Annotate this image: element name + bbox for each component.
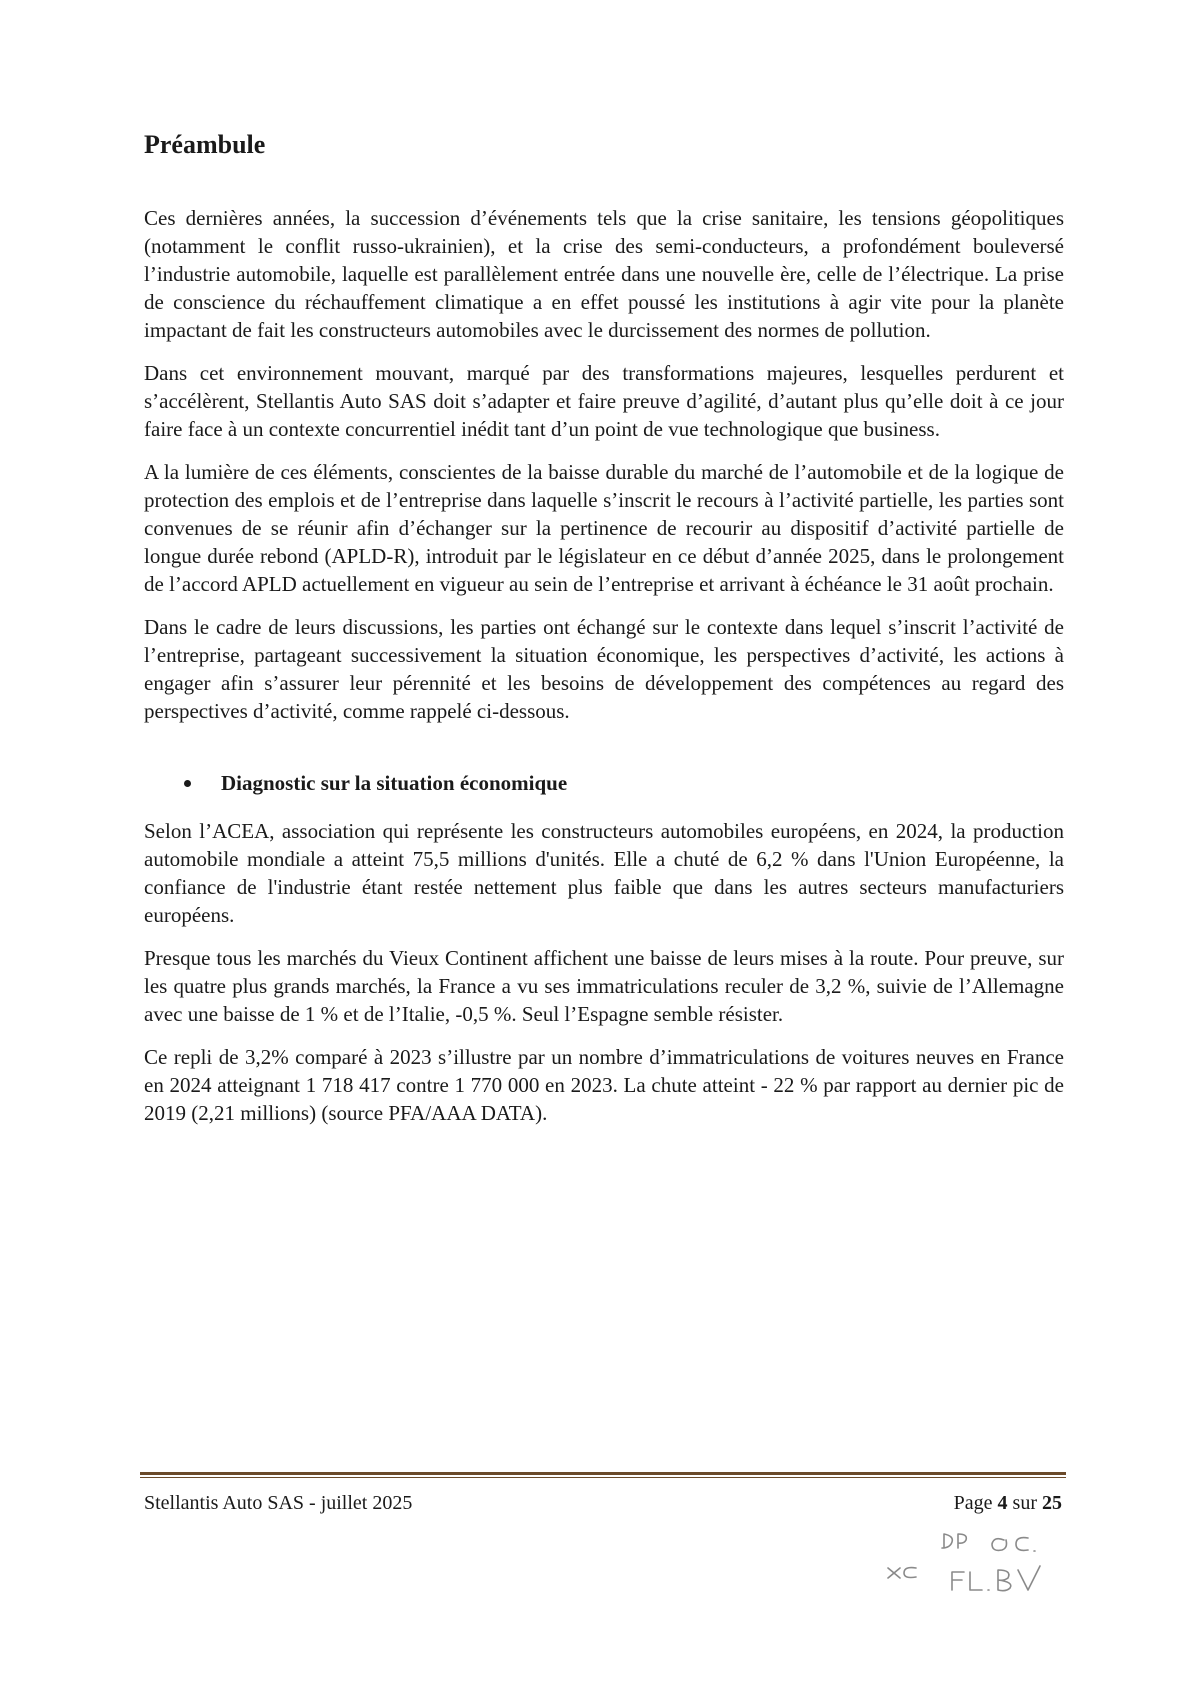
bullet-icon [184,780,191,787]
paragraph: Ces dernières années, la succession d’événements tels que la crise sanitaire, les tensions géopolitiques (notamment le conflit russo-ukrainien), et la crise des semi-conducteurs, a profondément bouleversé l’industrie automobile, laquelle est parallèlement entrée dans une nouvelle ère, celle de l’électrique. La prise de conscience du réchauffement climatique a en effet poussé les institutions à agir vite pour la planète impactant de fait les constructeurs automobiles avec le durcissement des normes de pollution. [144,206,1064,342]
paragraph: Dans cet environnement mouvant, marqué par des transformations majeures, lesquelles perdurent et s’accélèrent, Stellantis Auto SAS doit s’adapter et faire preuve d’agilité, d’autant plus qu’elle doit à ce jour faire face à un contexte concurrentiel inédit tant d’un point de vue technologique que business. [144,361,1064,441]
paragraph: Presque tous les marchés du Vieux Continent affichent une baisse de leurs mises à la route. Pour preuve, sur les quatre plus grands marchés, la France a vu ses immatriculations reculer de 3,2 %, suivie de l’Allemagne avec une baisse de 1 % et de l’Italie, -0,5 %. Seul l’Espagne semble résister. [144,946,1064,1026]
page-footer [140,1472,1066,1516]
page-total: 25 [1042,1492,1062,1514]
bullet-heading-diagnostic [180,769,1064,797]
footer-rule-thin [140,1477,1066,1478]
paragraph: Selon l’ACEA, association qui représente les constructeurs automobiles européens, en 2024, la production automobile mondiale a atteint 75,5 millions d'unités. Elle a chuté de 6,2 % dans l'Union Européenne, la confiance de l'industrie étant restée nettement plus faible que dans les autres secteurs manufacturiers européens. [144,819,1064,927]
page-current: 4 [997,1492,1008,1514]
footer-company-date: Stellantis Auto SAS - juillet 2025 [144,1492,413,1514]
page-content [144,128,1064,1142]
page-middle: sur [1007,1492,1042,1514]
paragraph: Ce repli de 3,2% comparé à 2023 s’illustre par un nombre d’immatriculations de voitures neuves en France en 2024 atteignant 1 718 417 contre 1 770 000 en 2023. La chute atteint - 22 % par rapport au dernier pic de 2019 (2,21 millions) (source PFA/AAA DATA). [144,1045,1064,1125]
page-number [954,1490,1062,1516]
paragraph: A la lumière de ces éléments, conscientes de la baisse durable du marché de l’automobile et de la logique de protection des emplois et de l’entreprise dans laquelle s’inscrit le recours à l’activité partielle, les parties sont convenues de se réunir afin d’échanger sur la pertinence de recourir au dispositif d’activité partielle de longue durée rebond (APLD-R), introduit par le législateur en ce début d’année 2025, dans le prolongement de l’accord APLD actuellement en vigueur au sein de l’entreprise et arrivant à échéance le 31 août prochain. [144,460,1064,596]
footer-row [140,1490,1066,1516]
paragraph: Dans le cadre de leurs discussions, les parties ont échangé sur le contexte dans lequel s’inscrit l’activité de l’entreprise, partageant successivement la situation économique, les perspectives d’activité, les actions à engager afin s’assurer leur pérennité et les besoins de développement des compétences au regard des perspectives d’activité, comme rappelé ci-dessous. [144,615,1064,723]
section-title-preambule: Préambule [144,130,266,159]
footer-rule [140,1472,1066,1475]
page-prefix: Page [953,1492,998,1514]
handwritten-initials [880,1528,1060,1598]
bullet-heading-text: Diagnostic sur la situation économique [221,771,568,795]
